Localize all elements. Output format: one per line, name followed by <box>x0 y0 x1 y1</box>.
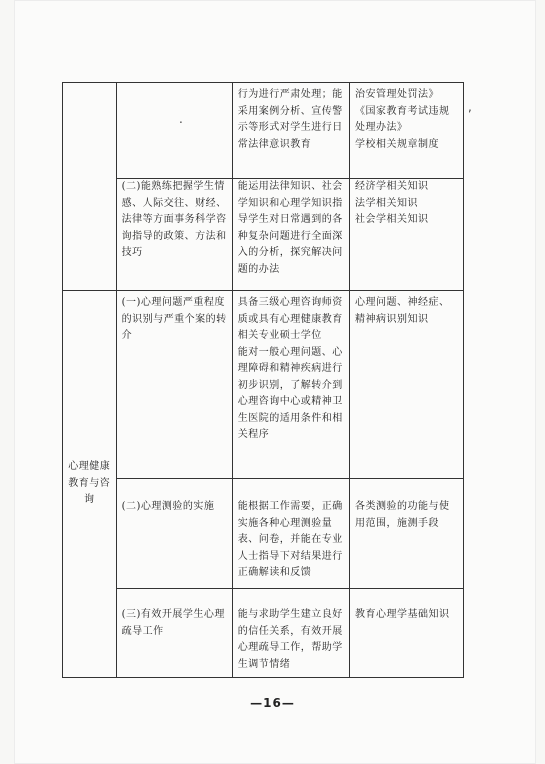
knowledge-cell <box>350 589 464 678</box>
stray-comma-mark: , <box>468 100 472 114</box>
skills-cell <box>232 479 349 589</box>
stray-dot-mark: . <box>179 112 183 126</box>
unit-text: (二)心理测验的实施 <box>121 501 215 512</box>
table-row <box>63 83 464 179</box>
skills-requirement-table <box>62 82 464 678</box>
skills-cell <box>232 589 349 678</box>
page-number: —16— <box>250 696 295 710</box>
unit-text: (二)能熟练把握学生情感、人际交往、财经、法律等方面事务科学咨询指导的政策、方法和技巧 <box>121 181 227 258</box>
knowledge-cell <box>350 179 464 291</box>
table-row <box>63 589 464 678</box>
knowledge-item: 各类测验的功能与使用范围，施测手段 <box>355 501 450 529</box>
knowledge-item: 经济学相关知识 <box>355 181 429 192</box>
knowledge-item: 社会学相关知识 <box>355 214 429 225</box>
table-row <box>63 179 464 291</box>
knowledge-item: 《国家教育考试违规处理办法》 <box>355 105 450 133</box>
skills-text: 能与求助学生建立良好的信任关系，有效开展心理疏导工作，帮助学生调节情绪 <box>237 609 343 670</box>
unit-cell-empty <box>116 83 232 179</box>
knowledge-cell <box>350 83 464 179</box>
skills-cell <box>232 291 349 479</box>
skills-text: 能对一般心理问题、心理障碍和精神疾病进行初步识别，了解转介到心理咨询中心或精神卫生医院的适用条件和相关程序 <box>237 346 343 440</box>
knowledge-item: 心理问题、神经症、精神病识别知识 <box>355 297 450 325</box>
skills-text: 能运用法律知识、社会学知识和心理学知识指导学生对日常遇到的各种复杂问题进行全面深入的分析，探究解决问题的办法 <box>237 181 343 275</box>
skills-text: 能根据工作需要，正确实施各种心理测验量表、问卷，并能在专业人士指导下对结果进行正确解读和反馈 <box>237 501 343 578</box>
knowledge-item: 教育心理学基础知识 <box>355 609 450 620</box>
knowledge-item: 法学相关知识 <box>355 197 419 209</box>
unit-cell <box>116 291 232 479</box>
table-row <box>63 291 464 479</box>
skills-cell <box>232 83 349 179</box>
knowledge-item: 治安管理处罚法》 <box>355 89 440 100</box>
knowledge-item: 学校相关规章制度 <box>355 138 440 150</box>
knowledge-cell <box>350 291 464 479</box>
knowledge-cell <box>350 479 464 589</box>
unit-cell <box>116 179 232 291</box>
unit-cell <box>116 589 232 678</box>
category-text: 心理健康教育与咨询 <box>68 461 111 506</box>
unit-cell <box>116 479 232 589</box>
skills-text: 行为进行严肃处理；能采用案例分析、宣传警示等形式对学生进行日常法律意识教育 <box>237 89 343 150</box>
skills-text: 具备三级心理咨询师资质或具有心理健康教育相关专业硕士学位 <box>237 297 343 341</box>
category-cell <box>63 291 117 678</box>
category-cell-empty <box>63 83 117 291</box>
unit-text: (一)心理问题严重程度的识别与严重个案的转介 <box>121 297 227 341</box>
unit-text: (三)有效开展学生心理疏导工作 <box>121 609 225 637</box>
table-row <box>63 479 464 589</box>
skills-cell <box>232 179 349 291</box>
